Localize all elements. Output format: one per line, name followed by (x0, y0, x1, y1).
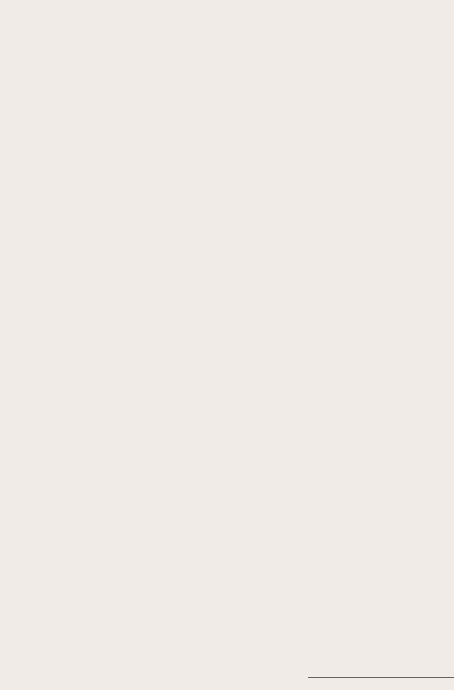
page-footer (308, 677, 454, 690)
